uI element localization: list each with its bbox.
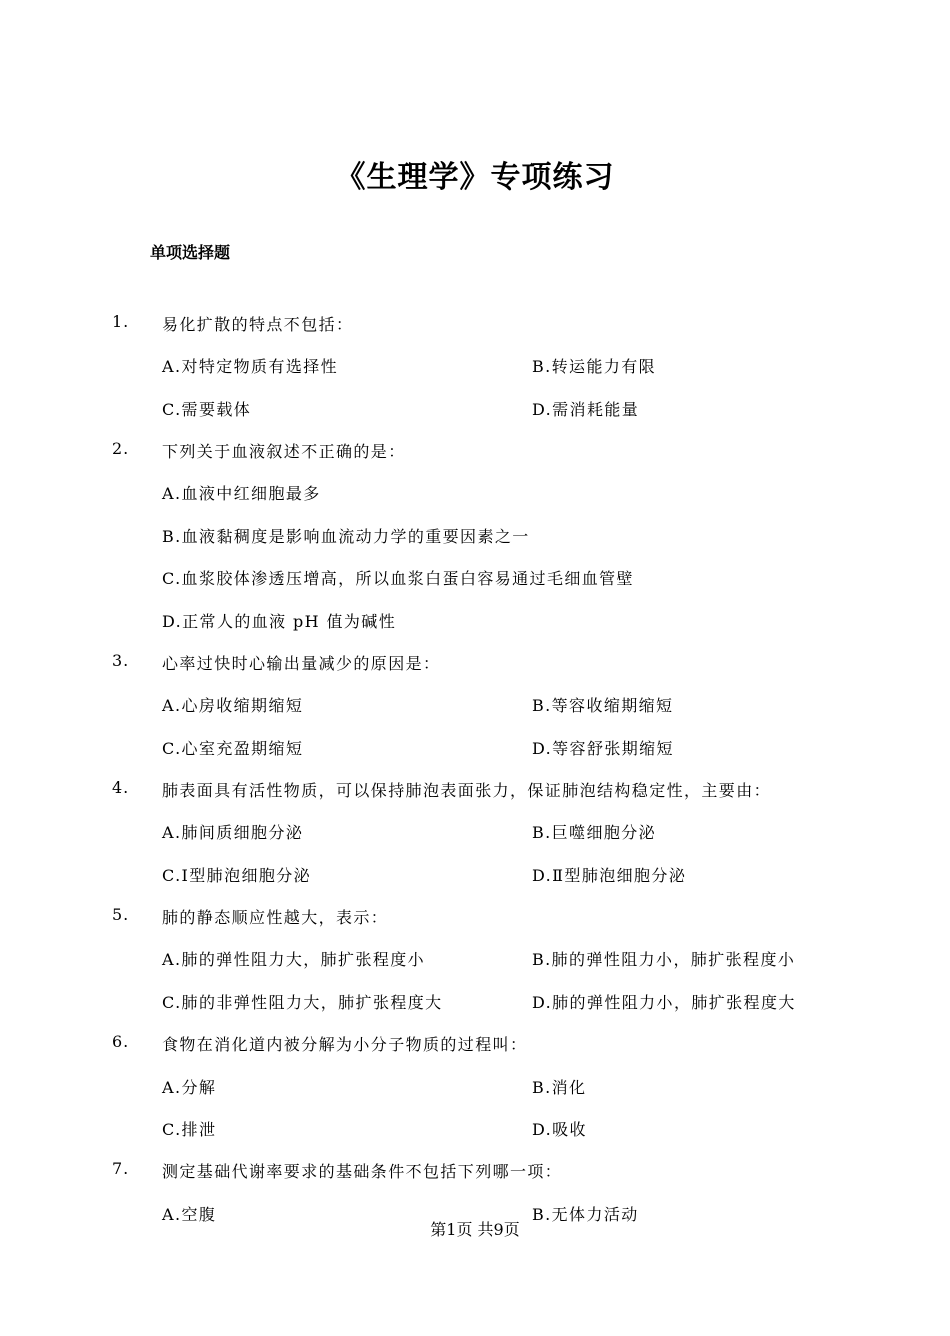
option-b: B.血液黏稠度是影响血流动力学的重要因素之一 [162,527,530,546]
question-number: 4. [112,778,130,797]
option-d: D.正常人的血液 pH 值为碱性 [162,612,397,631]
option-a: A.肺间质细胞分泌 [162,823,304,842]
question-number: 2. [112,439,130,458]
question-text: 易化扩散的特点不包括： [162,315,354,334]
option-b: B.转运能力有限 [532,357,657,376]
option-c: C.排泄 [162,1120,217,1139]
question-number: 7. [112,1159,130,1178]
question-number: 3. [112,651,130,670]
option-a: A.血液中红细胞最多 [162,484,321,503]
section-heading: 单项选择题 [150,243,231,262]
question-number: 6. [112,1032,130,1051]
question-number: 1. [112,312,130,331]
option-a: A.肺的弹性阻力大，肺扩张程度小 [162,950,426,969]
option-b: B.无体力活动 [532,1205,639,1224]
option-c: C.心室充盈期缩短 [162,739,304,758]
option-b: B.等容收缩期缩短 [532,696,674,715]
option-c: C.血浆胶体渗透压增高，所以血浆白蛋白容易通过毛细血管壁 [162,569,634,588]
option-b: B.巨噬细胞分泌 [532,823,657,842]
option-b: B.消化 [532,1078,587,1097]
option-a: A.心房收缩期缩短 [162,696,304,715]
question-text: 测定基础代谢率要求的基础条件不包括下列哪一项： [162,1162,563,1181]
question-text: 下列关于血液叙述不正确的是： [162,442,406,461]
question-text: 心率过快时心输出量减少的原因是： [162,654,441,673]
question-text: 肺表面具有活性物质，可以保持肺泡表面张力，保证肺泡结构稳定性，主要由： [162,781,772,800]
question-text: 肺的静态顺应性越大，表示： [162,908,389,927]
option-d: D.等容舒张期缩短 [532,739,674,758]
option-c: C.Ⅰ型肺泡细胞分泌 [162,866,312,885]
question-number: 5. [112,905,130,924]
option-d: D.需消耗能量 [532,400,640,419]
page-footer: 第1页 共9页 [430,1220,520,1239]
option-c: C.肺的非弹性阻力大，肺扩张程度大 [162,993,443,1012]
option-d: D.Ⅱ型肺泡细胞分泌 [532,866,687,885]
option-a: A.对特定物质有选择性 [162,357,339,376]
option-c: C.需要载体 [162,400,252,419]
page-title: 《生理学》专项练习 [335,160,615,195]
option-d: D.肺的弹性阻力小，肺扩张程度大 [532,993,796,1012]
option-a: A.分解 [162,1078,217,1097]
question-text: 食物在消化道内被分解为小分子物质的过程叫： [162,1035,528,1054]
option-b: B.肺的弹性阻力小，肺扩张程度小 [532,950,796,969]
option-a: A.空腹 [162,1205,217,1224]
option-d: D.吸收 [532,1120,587,1139]
